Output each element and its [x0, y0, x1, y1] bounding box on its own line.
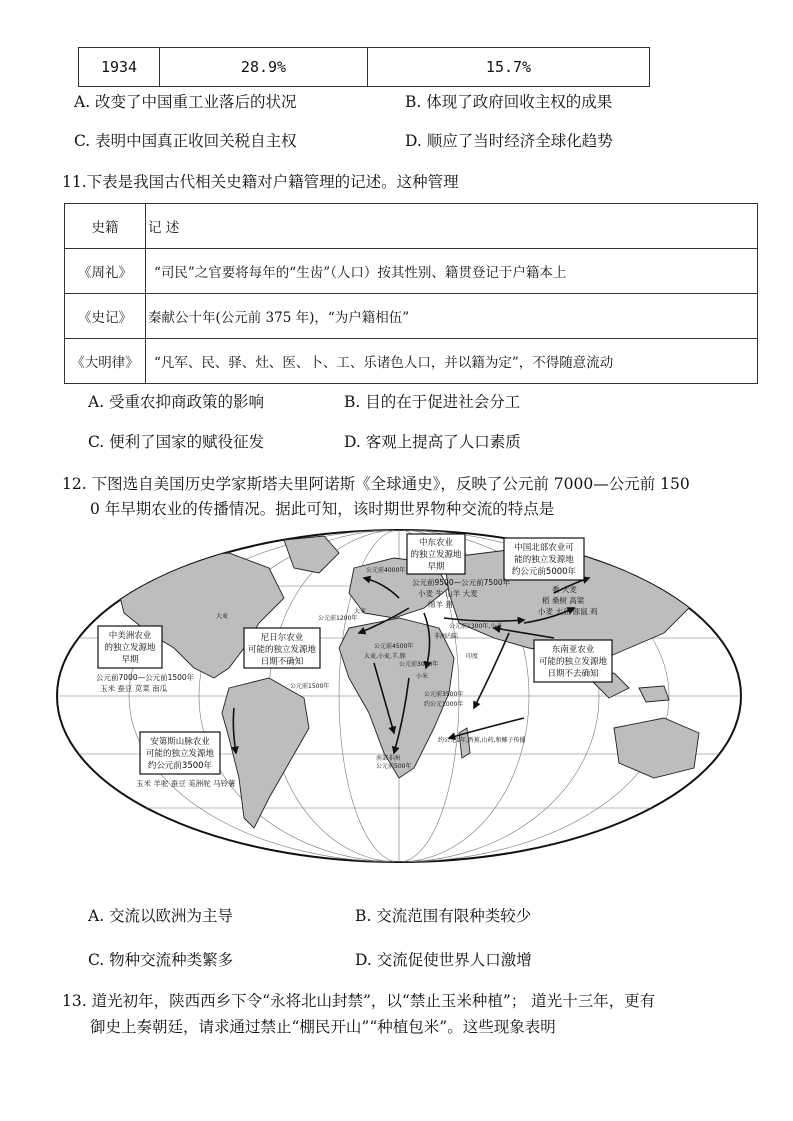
q12-option-d: D. 交流促使世界人口激增 — [355, 951, 532, 969]
map-label: 稻 桑树 高粱 — [542, 596, 585, 605]
q11-option-a: A. 受重农抑商政策的影响 — [88, 393, 265, 411]
map-label: 约公元1年,香蕉,山药,和椰子传播 — [438, 737, 526, 744]
q10-option-b: B. 体现了政府回收主权的成果 — [405, 93, 613, 111]
map-label: 大麦 — [354, 608, 367, 615]
row-description: “凡军、民、驿、灶、医、卜、工、乐诸色人口，并以籍为定”，不得随意流动 — [146, 339, 758, 384]
box-text: 早期 — [427, 562, 445, 572]
box-text: 约公元前3500年 — [147, 761, 213, 771]
map-label: 公元前500年 — [376, 763, 412, 770]
map-label: 公元前7000—公元前1500年 — [96, 673, 195, 682]
box-text: 中国北部农业可 — [514, 543, 574, 553]
box-text: 可能的独立发源地 — [247, 645, 317, 655]
box-text: 安第斯山脉农业 — [150, 737, 210, 747]
history-table — [64, 203, 758, 384]
table-row — [65, 294, 758, 339]
map-label: 小麦 大豆 豚鼠 鸡 — [538, 607, 598, 616]
data-table-1 — [78, 47, 650, 87]
q12-stem-line-2: 0 年早期农业的传播情况。据此可知，该时期世界物种交流的特点是 — [90, 500, 555, 518]
map-label: 公元前1500年 — [290, 683, 330, 690]
map-label: 公元前3000年 — [399, 661, 439, 668]
map-label: 公元前4000年 — [366, 567, 406, 574]
map-label: 约公元1000年 — [424, 701, 464, 708]
label-box-se-asia — [534, 640, 612, 682]
table-row — [65, 249, 758, 294]
map-label: 玉米 羊驼 蚕豆 美洲驼 马铃薯 — [136, 779, 236, 788]
map-label: 公元前1200年 — [318, 615, 358, 622]
header-description: 记 述 — [146, 204, 758, 249]
box-text: 中美洲农业 — [108, 631, 152, 641]
row-description: “司民”之官要将每年的“生齿”（人口）按其性别、籍贯登记于户籍本上 — [146, 249, 758, 294]
q10-option-c: C. 表明中国真正收回关税自主权 — [74, 132, 297, 150]
box-text: 中东农业 — [418, 538, 454, 548]
q10-option-a: A. 改变了中国重工业落后的状况 — [74, 93, 297, 111]
q11-option-c: C. 便利了国家的赋役征发 — [88, 433, 265, 451]
header-source: 史籍 — [65, 204, 146, 249]
label-box-north-china — [504, 538, 584, 580]
table-row — [65, 339, 758, 384]
box-text: 约公元前5000年 — [511, 567, 577, 577]
map-label: 黍 大麦 — [552, 585, 577, 594]
map-label: 公元前4500年 — [374, 643, 414, 650]
label-box-andes — [140, 732, 220, 774]
row-source: 《大明律》 — [65, 339, 146, 384]
box-text: 可能的独立发源地 — [538, 657, 608, 667]
q10-option-d: D. 顺应了当时经济全球化趋势 — [405, 132, 613, 150]
map-label: 公元前3500年 — [424, 691, 464, 698]
map-label: 公元前9500—公元前7500年 — [412, 578, 511, 587]
q13-stem-line-2: 御史上奏朝廷，请求通过禁止“棚民开山”“种植包米”。这些现象表明 — [90, 1018, 556, 1036]
map-label: 南部非洲 — [376, 755, 401, 762]
q11-option-d: D. 客观上提高了人口素质 — [344, 433, 521, 451]
map-label: 大麦,小麦,羊,豚 — [364, 653, 406, 660]
q12-option-c: C. 物种交流种类繁多 — [88, 951, 234, 969]
table-cell-year: 1934 — [79, 48, 160, 87]
box-text: 东南亚农业 — [551, 645, 595, 655]
box-text: 的独立发源地 — [410, 550, 462, 560]
row-source: 《周礼》 — [65, 249, 146, 294]
map-label: 印度 — [466, 653, 479, 660]
q12-option-a: A. 交流以欧洲为主导 — [88, 907, 234, 925]
row-description: 秦献公十年(公元前 375 年)，“为户籍相伍” — [146, 294, 758, 339]
label-box-niger — [244, 628, 320, 668]
map-label: 小麦 牛 山羊 大麦 — [418, 589, 478, 598]
box-text: 的独立发源地 — [104, 643, 156, 653]
map-label: 非洲内陆 — [434, 633, 459, 640]
table-cell-value-1: 28.9% — [160, 48, 368, 87]
label-box-middle-east — [407, 534, 465, 574]
table-row — [79, 48, 650, 87]
table-header-row — [65, 204, 758, 249]
box-text: 日期不确知 — [260, 657, 304, 667]
map-label: 小米 — [416, 673, 429, 680]
q11-option-b: B. 目的在于促进社会分工 — [344, 393, 521, 411]
q13-stem-line-1: 13. 道光初年，陕西西乡下令“永将北山封禁”，以“禁止玉米种植”； 道光十三年，更有 — [62, 992, 656, 1010]
world-map — [54, 528, 744, 864]
box-text: 早期 — [121, 655, 139, 665]
box-text: 能的独立发源地 — [514, 555, 574, 565]
map-label: 玉米 蚕豆 苋菜 南瓜 — [100, 684, 168, 693]
box-text: 日期不去确知 — [547, 669, 599, 679]
q11-stem: 11.下表是我国古代相关史籍对户籍管理的记述。这种管理 — [62, 173, 459, 191]
box-text: 可能的独立发源地 — [145, 749, 215, 759]
q12-stem-line-1: 12. 下图选自美国历史学家斯塔夫里阿诺斯《全球通史》，反映了公元前 7000—公元前 150 — [62, 475, 690, 493]
map-label: 绵羊 猪 — [428, 600, 453, 609]
map-label: 公元前1300年,小麦 — [449, 623, 503, 630]
box-text: 尼日尔农业 — [260, 633, 304, 643]
q12-option-b: B. 交流范围有限种类较少 — [355, 907, 532, 925]
row-source: 《史记》 — [65, 294, 146, 339]
label-box-meso — [98, 626, 162, 668]
table-cell-value-2: 15.7% — [368, 48, 650, 87]
map-label: 大麦 — [216, 613, 229, 620]
